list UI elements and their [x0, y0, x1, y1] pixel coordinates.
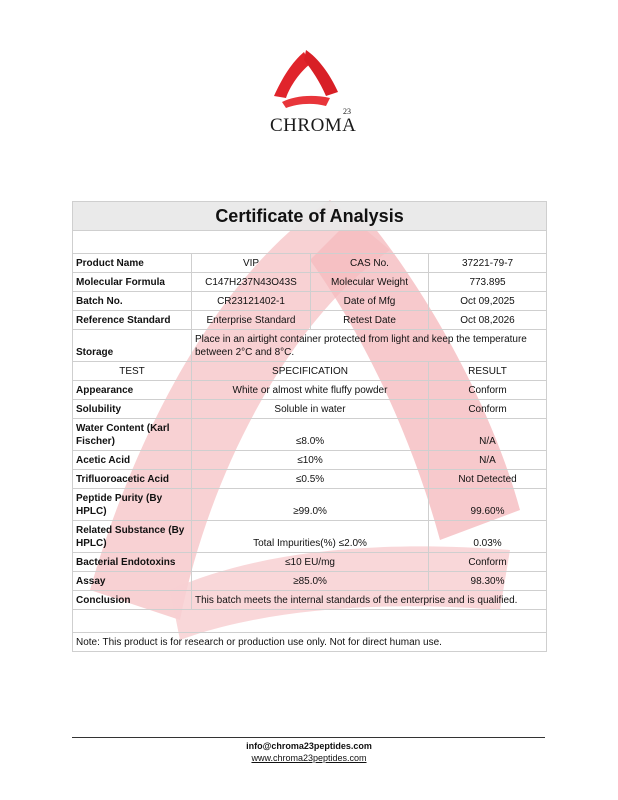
conclusion-label: Conclusion [73, 591, 192, 610]
test-name: Solubility [73, 400, 192, 419]
conclusion-row [73, 591, 547, 610]
test-result: Conform [429, 381, 547, 400]
test-specification: ≤10% [192, 451, 429, 470]
test-specification: Soluble in water [192, 400, 429, 419]
test-specification: Total Impurities(%) ≤2.0% [192, 521, 429, 553]
test-result: Not Detected [429, 470, 547, 489]
test-row [73, 489, 547, 521]
test-result: N/A [429, 419, 547, 451]
reference-label: Reference Standard [73, 311, 192, 330]
test-name: Acetic Acid [73, 451, 192, 470]
batch-value: CR23121402-1 [192, 292, 311, 311]
test-row [73, 419, 547, 451]
mfg-date-value: Oct 09,2025 [429, 292, 547, 311]
cas-label: CAS No. [311, 254, 429, 273]
spacer-row [73, 231, 547, 254]
footer-email[interactable]: info@chroma23peptides.com [246, 741, 372, 751]
batch-label: Batch No. [73, 292, 192, 311]
coa-table [72, 201, 547, 652]
test-row [73, 572, 547, 591]
test-row [73, 470, 547, 489]
info-row [73, 273, 547, 292]
test-name: Bacterial Endotoxins [73, 553, 192, 572]
test-specification: ≤8.0% [192, 419, 429, 451]
info-row [73, 292, 547, 311]
usage-note: Note: This product is for research or production use only. Not for direct human use. [73, 633, 547, 652]
test-result: 0.03% [429, 521, 547, 553]
result-header: RESULT [429, 362, 547, 381]
test-result: Conform [429, 553, 547, 572]
test-result: 98.30% [429, 572, 547, 591]
test-name: Assay [73, 572, 192, 591]
product-name-label: Product Name [73, 254, 192, 273]
chroma-logo-mark [264, 44, 354, 114]
info-row [73, 311, 547, 330]
footer-website-link[interactable]: www.chroma23peptides.com [251, 753, 367, 763]
certificate-title: Certificate of Analysis [73, 202, 547, 231]
test-header: TEST [73, 362, 192, 381]
info-row [73, 254, 547, 273]
brand-name: CHROMA [270, 115, 357, 136]
cas-value: 37221-79-7 [429, 254, 547, 273]
test-name: Trifluoroacetic Acid [73, 470, 192, 489]
spacer-row [73, 610, 547, 633]
test-specification: ≤10 EU/mg [192, 553, 429, 572]
conclusion-value: This batch meets the internal standards of the enterprise and is qualified. [192, 591, 547, 610]
test-name: Related Substance (By HPLC) [73, 521, 192, 553]
retest-label: Retest Date [311, 311, 429, 330]
test-name: Water Content (Karl Fischer) [73, 419, 192, 451]
test-specification: White or almost white fluffy powder [192, 381, 429, 400]
product-name-value: VIP [192, 254, 311, 273]
test-row [73, 451, 547, 470]
test-result: 99.60% [429, 489, 547, 521]
specification-header: SPECIFICATION [192, 362, 429, 381]
brand-superscript: 23 [343, 107, 351, 116]
test-result: N/A [429, 451, 547, 470]
reference-value: Enterprise Standard [192, 311, 311, 330]
test-name: Peptide Purity (By HPLC) [73, 489, 192, 521]
test-specification: ≤0.5% [192, 470, 429, 489]
footer-divider [72, 737, 545, 738]
weight-value: 773.895 [429, 273, 547, 292]
formula-label: Molecular Formula [73, 273, 192, 292]
retest-value: Oct 08,2026 [429, 311, 547, 330]
test-row [73, 400, 547, 419]
test-specification: ≥85.0% [192, 572, 429, 591]
test-result: Conform [429, 400, 547, 419]
test-row [73, 521, 547, 553]
header-row [73, 362, 547, 381]
logo [0, 44, 618, 144]
storage-value: Place in an airtight container protected from light and keep the temperature between 2°C and 8°C. [192, 330, 547, 362]
storage-label: Storage [73, 330, 192, 362]
test-row [73, 553, 547, 572]
formula-value: C147H237N43O43S [192, 273, 311, 292]
test-specification: ≥99.0% [192, 489, 429, 521]
test-row [73, 381, 547, 400]
weight-label: Molecular Weight [311, 273, 429, 292]
test-name: Appearance [73, 381, 192, 400]
mfg-date-label: Date of Mfg [311, 292, 429, 311]
storage-row [73, 330, 547, 362]
